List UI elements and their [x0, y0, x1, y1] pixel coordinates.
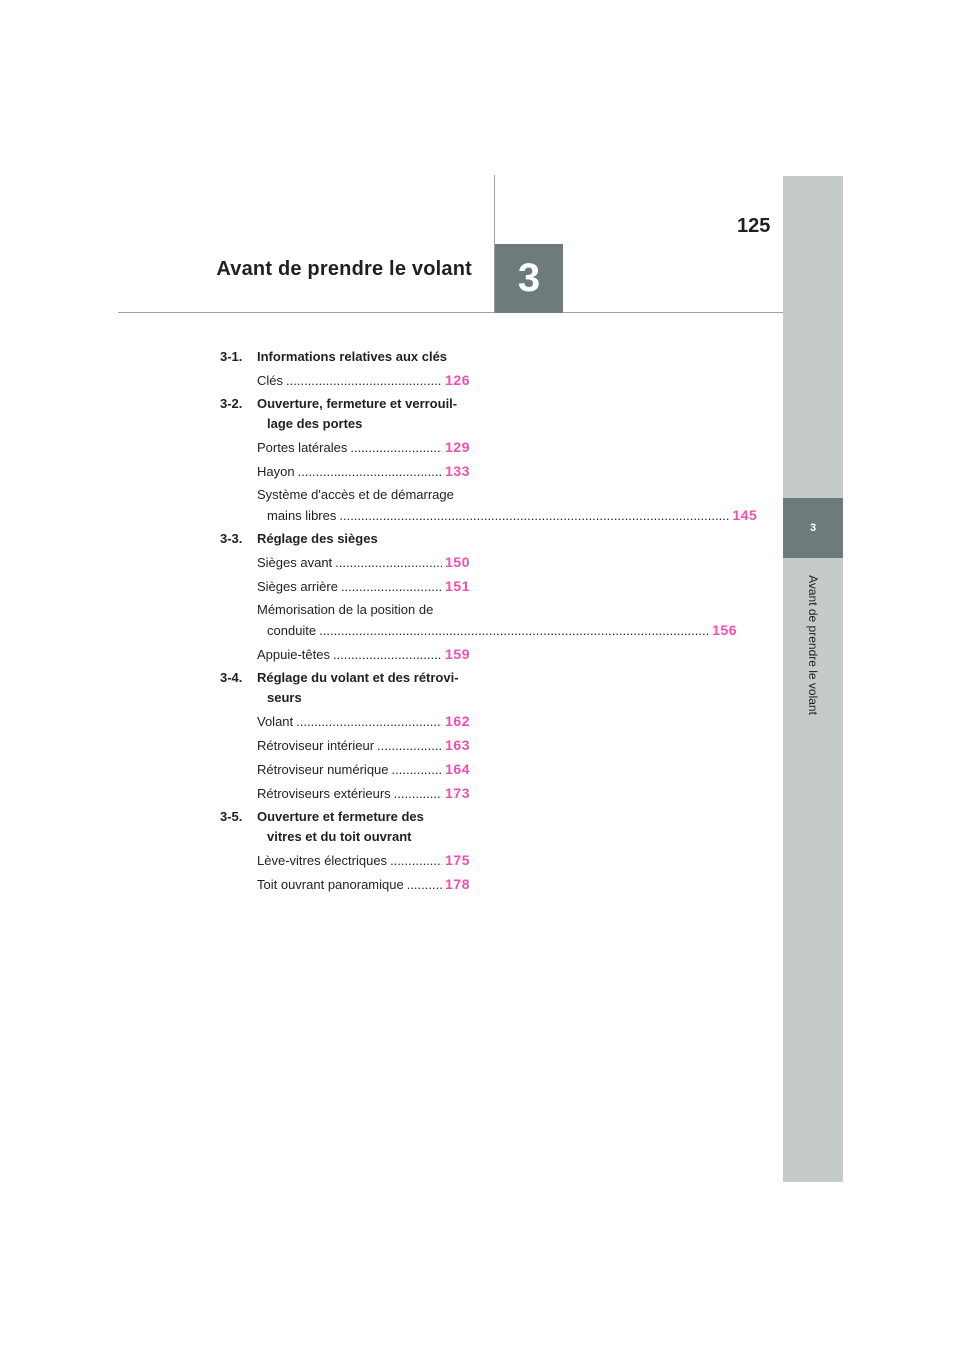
toc-page-link[interactable]: 150 [445, 554, 470, 570]
toc-entry[interactable] [220, 600, 738, 641]
toc-entry[interactable] [220, 711, 470, 732]
toc-page-link[interactable]: 164 [445, 761, 470, 777]
page-number: 125 [737, 215, 771, 237]
toc-page-link[interactable]: 175 [445, 852, 470, 868]
toc-page-link[interactable]: 133 [445, 463, 470, 479]
toc-page-link[interactable]: 151 [445, 578, 470, 594]
toc-entry-title: Mémorisation de la position de [257, 602, 434, 617]
side-chapter-label: Avant de prendre le volant [806, 575, 820, 715]
toc-entry-title: Appuie-têtes [257, 647, 330, 662]
toc-section-number: 3-1. [220, 349, 243, 364]
dot-leader [319, 623, 709, 638]
toc-page-link[interactable]: 129 [445, 439, 470, 455]
toc-entry[interactable] [220, 644, 470, 665]
toc-section-title: vitres et du toit ouvrant [267, 829, 412, 844]
toc-entry[interactable] [220, 783, 470, 804]
toc-section-number: 3-3. [220, 531, 243, 546]
toc-entry[interactable] [220, 437, 470, 458]
dot-leader [392, 760, 443, 780]
toc-entry-title: Lève-vitres électriques [257, 853, 388, 868]
toc-entry-title: Rétroviseur intérieur [257, 738, 375, 753]
toc-section-title: seurs [267, 690, 302, 705]
toc-section-title: lage des portes [267, 416, 363, 431]
toc-entry-title: Clés [257, 373, 284, 388]
toc-section-title: Réglage des sièges [257, 531, 378, 546]
toc-entry-title: Sièges avant [257, 555, 333, 570]
dot-leader [350, 438, 442, 458]
toc-entry-title: mains libres [267, 508, 337, 523]
toc-entry-title: conduite [267, 623, 317, 638]
toc-page-link[interactable]: 126 [445, 372, 470, 388]
dot-leader [394, 784, 442, 804]
toc-entry-title: Portes latérales [257, 440, 348, 455]
chapter-number-box: 3 [495, 244, 563, 313]
header-horizontal-rule [118, 312, 783, 313]
dot-leader [298, 462, 443, 482]
toc-entry[interactable] [220, 485, 758, 526]
dot-leader [335, 553, 442, 573]
toc-section-number: 3-4. [220, 670, 243, 685]
toc-entry-title: Rétroviseur numérique [257, 762, 389, 777]
toc-page-link[interactable]: 145 [732, 507, 758, 523]
side-chapter-tab[interactable]: 3 [783, 498, 843, 558]
dot-leader [407, 875, 442, 895]
toc-section-number: 3-2. [220, 396, 243, 411]
toc-section [220, 347, 470, 367]
toc-entry[interactable] [220, 874, 470, 895]
toc-section [220, 529, 470, 549]
toc-section-title: Informations relatives aux clés [257, 349, 448, 364]
dot-leader [286, 371, 442, 391]
dot-leader [333, 645, 442, 665]
chapter-title: Avant de prendre le volant [216, 258, 472, 280]
toc-entry[interactable] [220, 370, 470, 391]
toc-entry-title: Hayon [257, 464, 295, 479]
toc-entry[interactable] [220, 552, 470, 573]
toc-entry[interactable] [220, 735, 470, 756]
toc-entry-title: Système d'accès et de démarrage [257, 487, 454, 502]
toc-page-link[interactable]: 173 [445, 785, 470, 801]
table-of-contents [220, 344, 758, 895]
toc-section-number: 3-5. [220, 809, 243, 824]
dot-leader [339, 508, 729, 523]
toc-entry-title: Toit ouvrant panoramique [257, 877, 404, 892]
dot-leader [390, 851, 442, 871]
toc-section-title: Réglage du volant et des rétrovi- [257, 670, 459, 685]
toc-page-link[interactable]: 156 [712, 622, 738, 638]
toc-page-link[interactable]: 159 [445, 646, 470, 662]
dot-leader [341, 577, 442, 597]
toc-entry-title: Volant [257, 714, 294, 729]
toc-page-link[interactable]: 162 [445, 713, 470, 729]
toc-entry[interactable] [220, 461, 470, 482]
dot-leader [296, 712, 442, 732]
toc-section [220, 394, 470, 434]
dot-leader [377, 736, 442, 756]
toc-section-title: Ouverture et fermeture des [257, 809, 424, 824]
toc-section-title: Ouverture, fermeture et verrouil- [257, 396, 458, 411]
toc-entry[interactable] [220, 850, 470, 871]
toc-page-link[interactable]: 178 [445, 876, 470, 892]
toc-section [220, 807, 470, 847]
toc-page-link[interactable]: 163 [445, 737, 470, 753]
toc-entry-title: Rétroviseurs extérieurs [257, 786, 391, 801]
toc-entry-title: Sièges arrière [257, 579, 338, 594]
toc-section [220, 668, 470, 708]
toc-entry[interactable] [220, 759, 470, 780]
toc-entry[interactable] [220, 576, 470, 597]
